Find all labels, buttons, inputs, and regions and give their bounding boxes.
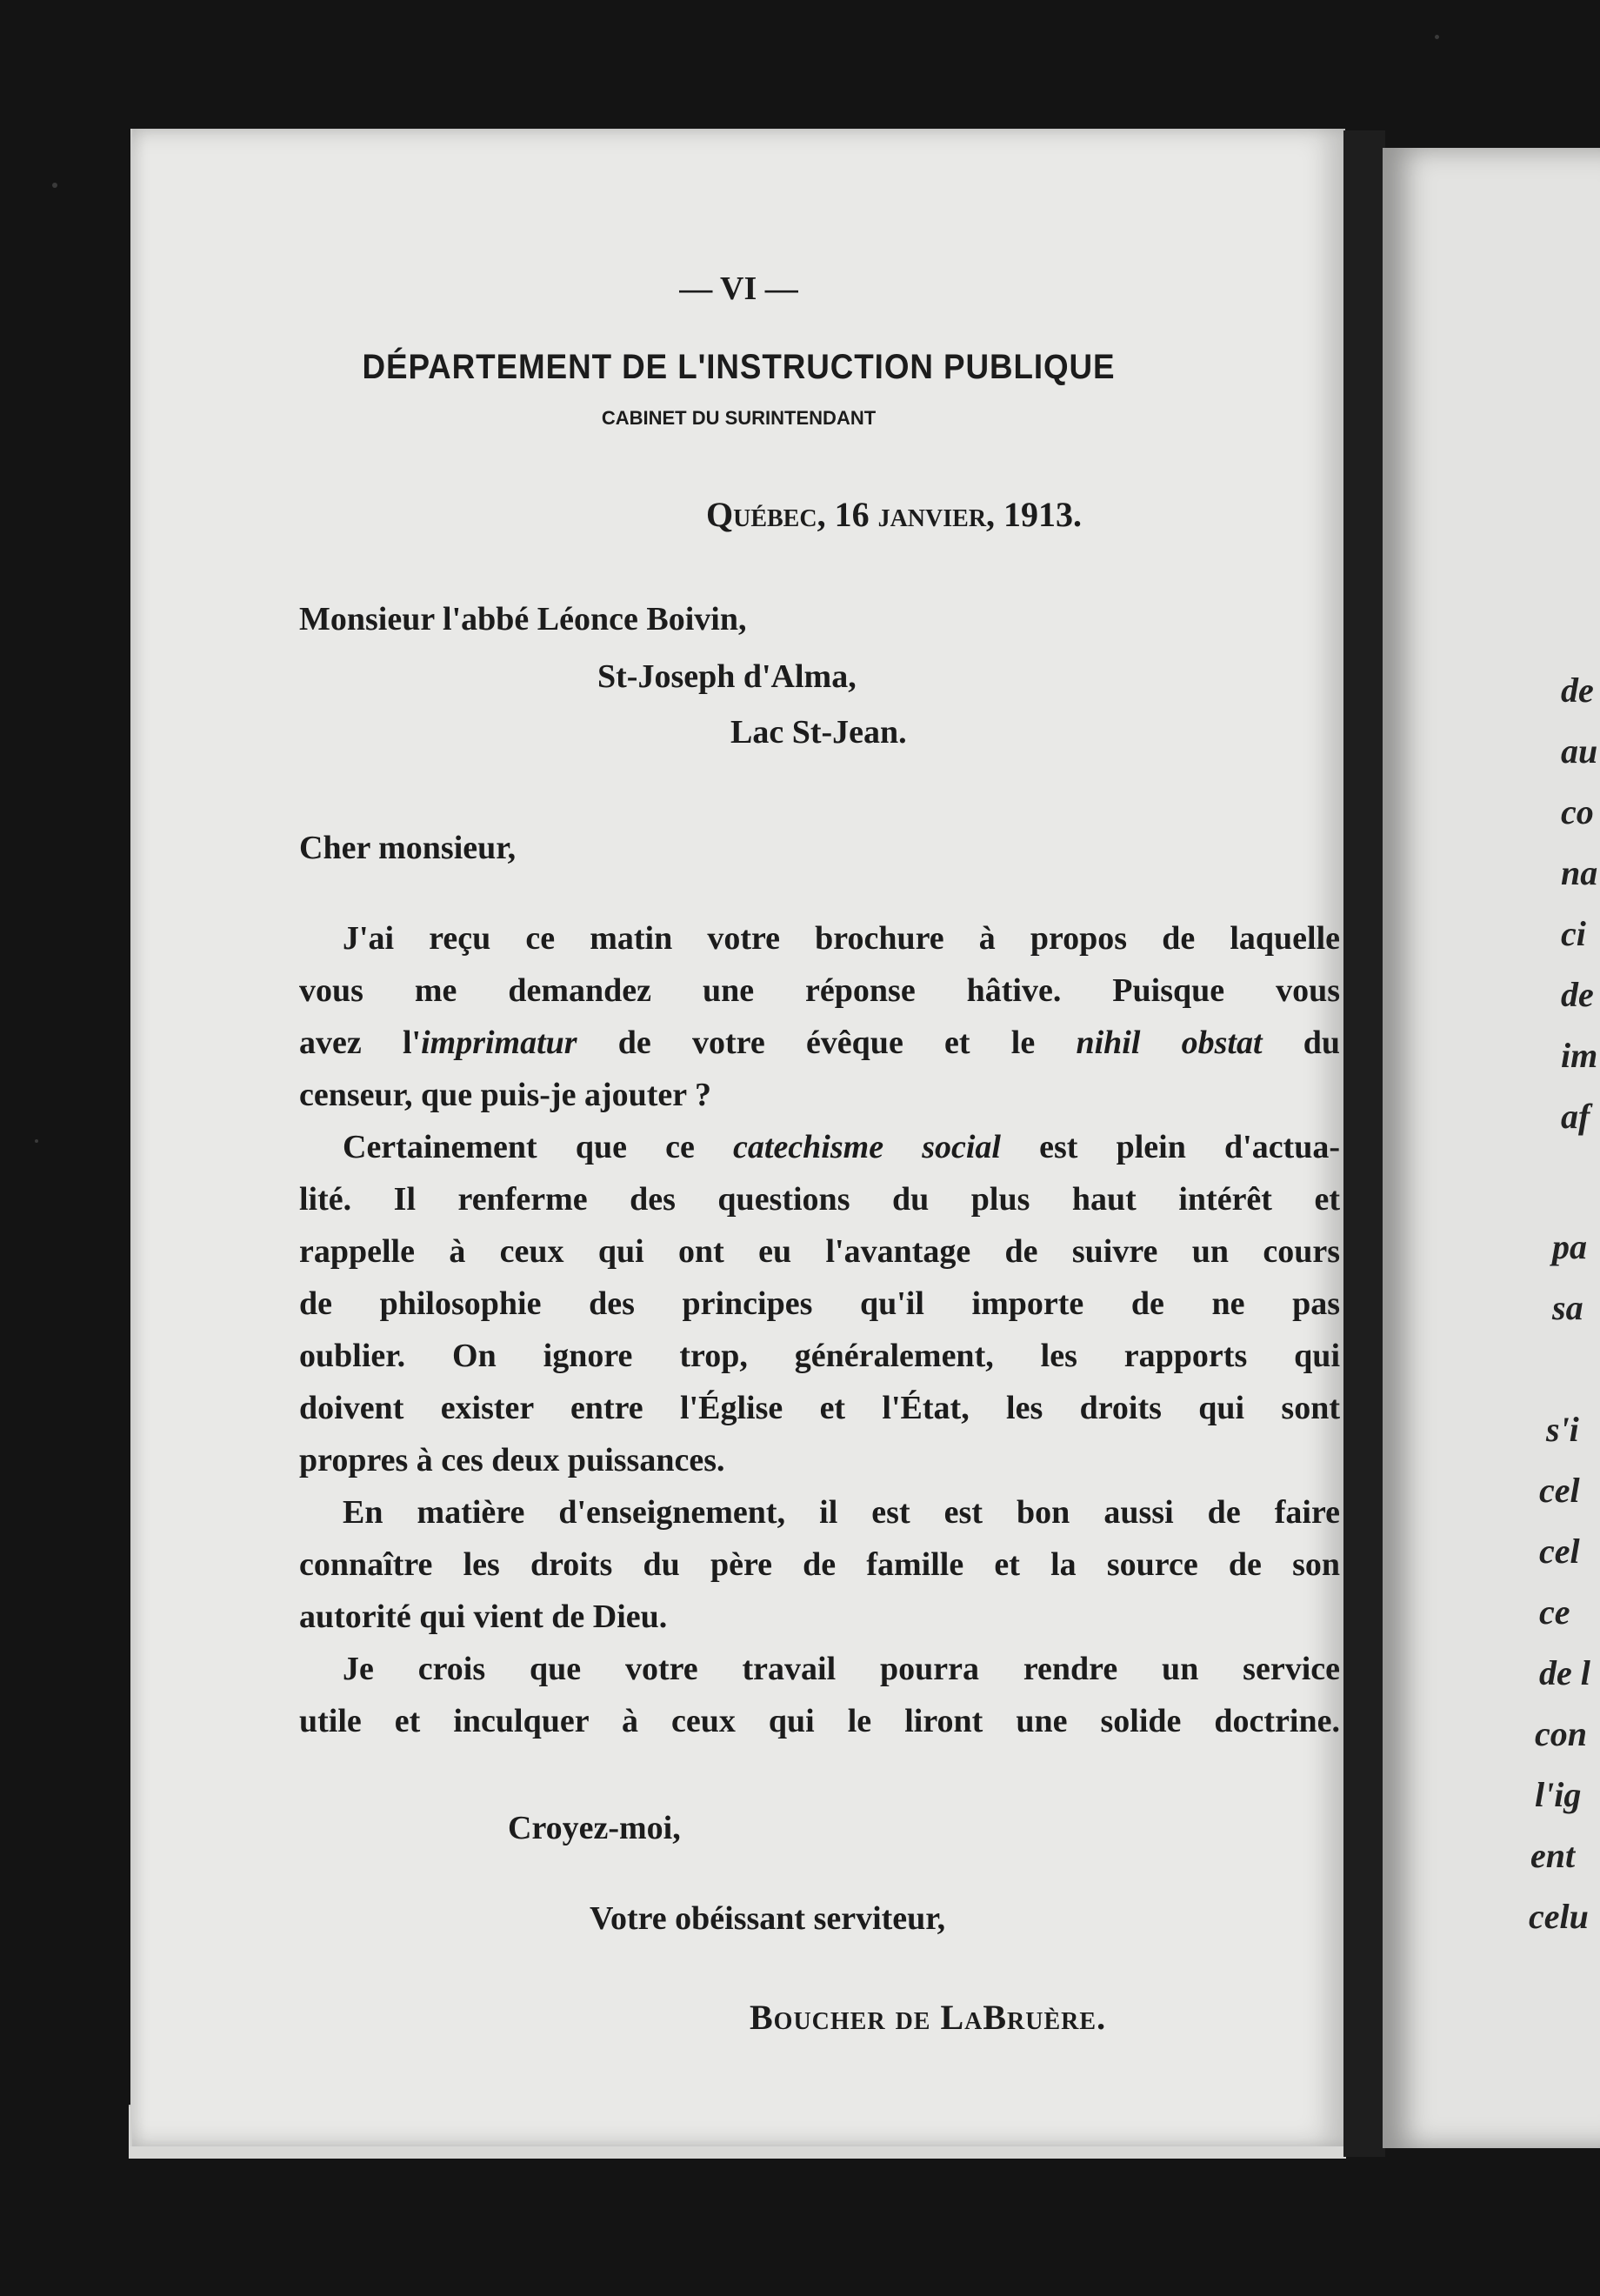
right-page-text: im xyxy=(1561,1036,1598,1075)
right-page-text: na xyxy=(1561,853,1598,892)
left-page xyxy=(130,129,1345,2146)
body-text: est plein d'actua- xyxy=(1001,1129,1340,1165)
body-line: connaître les droits du père de famille et la source de son xyxy=(299,1546,1340,1583)
closing-croyez-moi: Croyez-moi, xyxy=(508,1810,681,1846)
right-page-text: s'i xyxy=(1546,1410,1579,1449)
body-line: En matière d'enseignement, il est est bon aussi de faire xyxy=(343,1494,1340,1531)
address-line-2: St-Joseph d'Alma, xyxy=(597,658,857,695)
address-line-3: Lac St-Jean. xyxy=(730,714,907,751)
body-line: doivent exister entre l'Église et l'État, les droits qui sont xyxy=(299,1390,1340,1426)
nihil-obstat-term: nihil obstat xyxy=(1076,1025,1263,1061)
right-page-text: ce xyxy=(1539,1592,1570,1632)
imprimatur-term: imprimatur xyxy=(421,1025,577,1061)
right-page-text: sa xyxy=(1552,1288,1583,1327)
right-page-text: af xyxy=(1561,1097,1590,1136)
book-gutter xyxy=(1343,130,1385,2157)
department-heading: DÉPARTEMENT DE L'INSTRUCTION PUBLIQUE xyxy=(362,348,1116,386)
right-page-text: pa xyxy=(1552,1227,1587,1266)
body-line: lité. Il renferme des questions du plus haut intérêt et xyxy=(299,1181,1340,1218)
right-page-text: de l xyxy=(1539,1653,1590,1692)
body-line: propres à ces deux puissances. xyxy=(299,1442,725,1478)
right-page-text: au xyxy=(1561,731,1598,771)
body-line: rappelle à ceux qui ont eu l'avantage de suivre un cours xyxy=(299,1233,1340,1270)
right-page-text: celu xyxy=(1529,1897,1589,1936)
signature: Boucher de LaBruère. xyxy=(750,1998,1107,2037)
film-speck xyxy=(1435,35,1439,39)
closing-serviteur: Votre obéissant serviteur, xyxy=(590,1900,946,1937)
body-line: censeur, que puis-je ajouter ? xyxy=(299,1077,711,1113)
right-page-text: co xyxy=(1561,792,1594,831)
right-page-text: de xyxy=(1561,975,1594,1014)
body-line: vous me demandez une réponse hâtive. Puisque vous xyxy=(299,972,1340,1009)
body-text: de votre évêque et le xyxy=(577,1025,1077,1061)
right-page-text: cel xyxy=(1539,1471,1580,1510)
body-line xyxy=(299,1026,1340,1059)
film-speck xyxy=(35,1139,38,1143)
right-page-text: con xyxy=(1535,1714,1587,1753)
body-text: Certainement que ce xyxy=(343,1129,734,1165)
film-speck xyxy=(52,183,57,188)
page-number: — VI — xyxy=(679,270,798,307)
cabinet-subheading: CABINET DU SURINTENDANT xyxy=(601,407,877,429)
body-line: autorité qui vient de Dieu. xyxy=(299,1599,668,1635)
catechism-title: catechisme social xyxy=(733,1129,1001,1165)
body-line: utile et inculquer à ceux qui le liront une solide doctrine. xyxy=(299,1703,1340,1739)
dateline: Québec, 16 janvier, 1913. xyxy=(706,495,1083,534)
body-line: de philosophie des principes qu'il importe de ne pas xyxy=(299,1285,1340,1322)
address-line-1: Monsieur l'abbé Léonce Boivin, xyxy=(299,601,747,637)
body-line xyxy=(343,1131,1340,1164)
right-page-text: ci xyxy=(1561,914,1586,953)
right-page-text: ent xyxy=(1530,1836,1576,1875)
salutation: Cher monsieur, xyxy=(299,830,517,866)
body-line: oublier. On ignore trop, généralement, les rapports qui xyxy=(299,1338,1340,1374)
right-page-text: l'ig xyxy=(1535,1775,1582,1814)
body-line: J'ai reçu ce matin votre brochure à propos de laquelle xyxy=(343,920,1340,957)
right-page-text: de xyxy=(1561,671,1594,710)
right-page-fragment xyxy=(1383,148,1600,2148)
body-line: Je crois que votre travail pourra rendre un service xyxy=(343,1651,1340,1687)
body-text: du xyxy=(1262,1025,1341,1061)
right-page-text: cel xyxy=(1539,1532,1580,1571)
body-text: avez l' xyxy=(299,1025,422,1061)
